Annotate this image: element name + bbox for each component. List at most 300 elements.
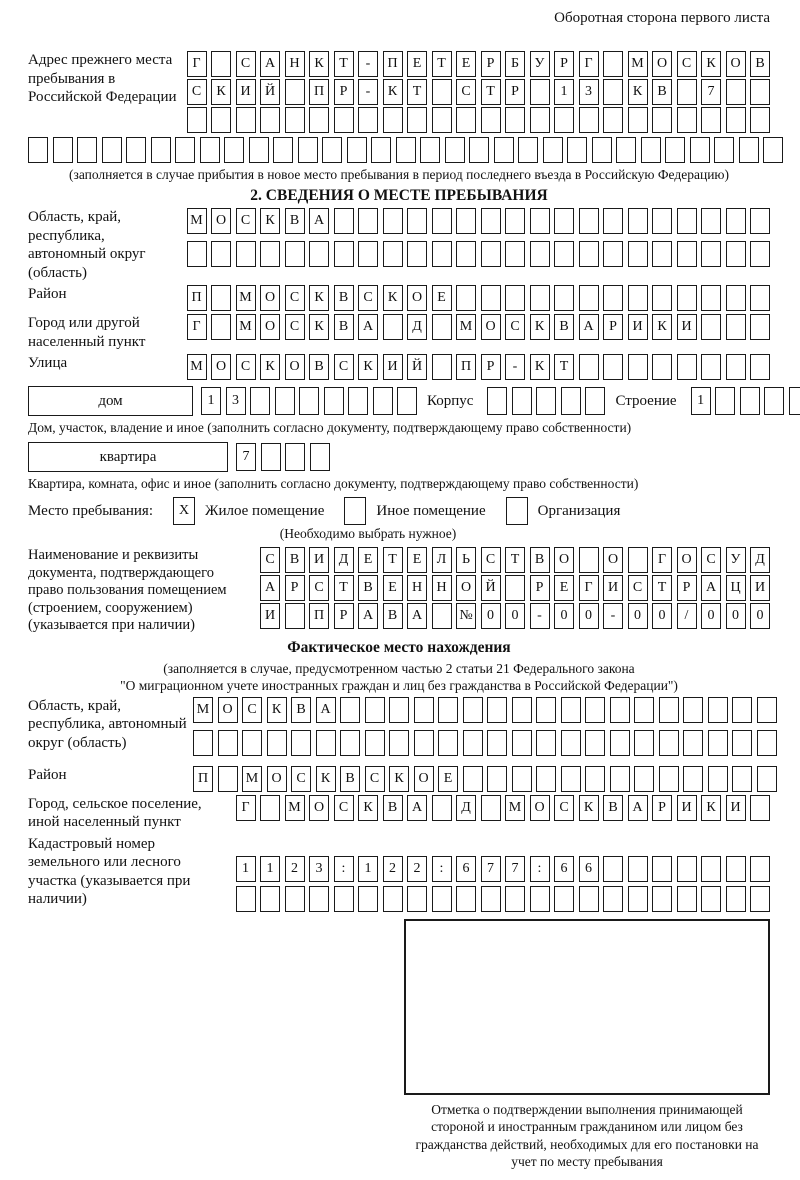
- char-box[interactable]: [701, 241, 721, 267]
- char-box[interactable]: О: [726, 51, 746, 77]
- char-box[interactable]: [757, 697, 777, 723]
- char-box[interactable]: [714, 137, 734, 163]
- char-box[interactable]: Л: [432, 547, 452, 573]
- char-box[interactable]: К: [389, 766, 409, 792]
- char-box[interactable]: [610, 766, 630, 792]
- char-box[interactable]: С: [236, 208, 256, 234]
- char-box[interactable]: [610, 730, 630, 756]
- char-box[interactable]: [260, 241, 280, 267]
- char-box[interactable]: В: [603, 795, 623, 821]
- char-box[interactable]: [310, 443, 330, 471]
- char-box[interactable]: [652, 354, 672, 380]
- char-box[interactable]: И: [726, 795, 746, 821]
- char-box[interactable]: [763, 137, 783, 163]
- char-box[interactable]: И: [677, 314, 697, 340]
- char-box[interactable]: [236, 886, 256, 912]
- char-box[interactable]: Г: [579, 575, 599, 601]
- char-box[interactable]: [175, 137, 195, 163]
- char-box[interactable]: [218, 766, 238, 792]
- char-box[interactable]: Г: [187, 51, 207, 77]
- char-box[interactable]: [187, 107, 207, 133]
- char-box[interactable]: В: [652, 79, 672, 105]
- char-box[interactable]: [28, 137, 48, 163]
- char-box[interactable]: [561, 730, 581, 756]
- char-box[interactable]: [634, 730, 654, 756]
- char-box[interactable]: Й: [481, 575, 501, 601]
- char-box[interactable]: [407, 107, 427, 133]
- char-box[interactable]: К: [579, 795, 599, 821]
- char-box[interactable]: [585, 387, 605, 415]
- char-box[interactable]: О: [218, 697, 238, 723]
- char-box[interactable]: [211, 51, 231, 77]
- char-box[interactable]: [481, 107, 501, 133]
- char-box[interactable]: Д: [750, 547, 770, 573]
- char-box[interactable]: К: [309, 51, 329, 77]
- char-box[interactable]: П: [456, 354, 476, 380]
- char-box[interactable]: С: [334, 354, 354, 380]
- char-box[interactable]: [512, 387, 532, 415]
- char-box[interactable]: А: [358, 603, 378, 629]
- char-box[interactable]: [652, 107, 672, 133]
- char-box[interactable]: [298, 137, 318, 163]
- char-box[interactable]: [603, 285, 623, 311]
- char-box[interactable]: [373, 387, 393, 415]
- char-box[interactable]: К: [701, 51, 721, 77]
- char-box[interactable]: В: [750, 51, 770, 77]
- char-box[interactable]: 3: [309, 856, 329, 882]
- char-box[interactable]: С: [481, 547, 501, 573]
- char-box[interactable]: А: [407, 795, 427, 821]
- char-box[interactable]: [750, 79, 770, 105]
- char-box[interactable]: Е: [438, 766, 458, 792]
- char-box[interactable]: [438, 730, 458, 756]
- char-box[interactable]: 0: [652, 603, 672, 629]
- char-box[interactable]: О: [530, 795, 550, 821]
- char-box[interactable]: [456, 208, 476, 234]
- char-box[interactable]: [585, 697, 605, 723]
- char-box[interactable]: Р: [554, 51, 574, 77]
- char-box[interactable]: [334, 208, 354, 234]
- char-box[interactable]: Р: [677, 575, 697, 601]
- char-box[interactable]: О: [554, 547, 574, 573]
- char-box[interactable]: А: [628, 795, 648, 821]
- char-box[interactable]: [726, 107, 746, 133]
- char-box[interactable]: 3: [579, 79, 599, 105]
- char-box[interactable]: №: [456, 603, 476, 629]
- char-box[interactable]: [665, 137, 685, 163]
- char-box[interactable]: [628, 285, 648, 311]
- char-box[interactable]: [340, 730, 360, 756]
- char-box[interactable]: О: [481, 314, 501, 340]
- char-box[interactable]: [677, 241, 697, 267]
- char-box[interactable]: 0: [505, 603, 525, 629]
- char-box[interactable]: [358, 241, 378, 267]
- char-box[interactable]: [750, 314, 770, 340]
- char-box[interactable]: [77, 137, 97, 163]
- char-box[interactable]: [690, 137, 710, 163]
- char-box[interactable]: [151, 137, 171, 163]
- char-box[interactable]: К: [358, 354, 378, 380]
- char-box[interactable]: [585, 730, 605, 756]
- char-box[interactable]: [432, 79, 452, 105]
- char-box[interactable]: [383, 241, 403, 267]
- char-box[interactable]: [383, 107, 403, 133]
- char-box[interactable]: [432, 107, 452, 133]
- char-box[interactable]: [659, 766, 679, 792]
- char-box[interactable]: [659, 730, 679, 756]
- char-box[interactable]: [224, 137, 244, 163]
- char-box[interactable]: [628, 107, 648, 133]
- char-box[interactable]: К: [701, 795, 721, 821]
- char-box[interactable]: [708, 730, 728, 756]
- char-box[interactable]: [285, 886, 305, 912]
- char-box[interactable]: М: [236, 285, 256, 311]
- char-box[interactable]: А: [701, 575, 721, 601]
- char-box[interactable]: [726, 314, 746, 340]
- char-box[interactable]: [456, 285, 476, 311]
- char-box[interactable]: [505, 575, 525, 601]
- char-box[interactable]: С: [291, 766, 311, 792]
- char-box[interactable]: О: [211, 208, 231, 234]
- char-box[interactable]: [677, 886, 697, 912]
- char-box[interactable]: [273, 137, 293, 163]
- char-box[interactable]: [200, 137, 220, 163]
- char-box[interactable]: К: [260, 354, 280, 380]
- char-box[interactable]: [505, 107, 525, 133]
- char-box[interactable]: [505, 241, 525, 267]
- char-box[interactable]: [358, 107, 378, 133]
- char-box[interactable]: -: [603, 603, 623, 629]
- char-box[interactable]: К: [260, 208, 280, 234]
- char-box[interactable]: [414, 730, 434, 756]
- char-box[interactable]: [603, 107, 623, 133]
- char-box[interactable]: [389, 730, 409, 756]
- char-box[interactable]: [260, 795, 280, 821]
- char-box[interactable]: [530, 107, 550, 133]
- char-box[interactable]: К: [530, 354, 550, 380]
- char-box[interactable]: [603, 354, 623, 380]
- char-box[interactable]: 1: [236, 856, 256, 882]
- char-box[interactable]: Р: [285, 575, 305, 601]
- char-box[interactable]: 2: [407, 856, 427, 882]
- char-box[interactable]: К: [316, 766, 336, 792]
- char-box[interactable]: [365, 697, 385, 723]
- char-box[interactable]: В: [383, 603, 403, 629]
- char-box[interactable]: О: [652, 51, 672, 77]
- char-box[interactable]: И: [236, 79, 256, 105]
- char-box[interactable]: Г: [579, 51, 599, 77]
- char-box[interactable]: [579, 241, 599, 267]
- char-box[interactable]: [530, 79, 550, 105]
- char-box[interactable]: [211, 314, 231, 340]
- char-box[interactable]: П: [309, 79, 329, 105]
- char-box[interactable]: 0: [701, 603, 721, 629]
- char-box[interactable]: [530, 241, 550, 267]
- char-box[interactable]: [456, 886, 476, 912]
- char-box[interactable]: Е: [358, 547, 378, 573]
- char-box[interactable]: 6: [554, 856, 574, 882]
- char-box[interactable]: [358, 886, 378, 912]
- char-box[interactable]: [481, 208, 501, 234]
- char-box[interactable]: А: [579, 314, 599, 340]
- checkbox-residential[interactable]: X: [173, 497, 195, 525]
- char-box[interactable]: В: [309, 354, 329, 380]
- char-box[interactable]: Р: [481, 51, 501, 77]
- char-box[interactable]: [102, 137, 122, 163]
- char-box[interactable]: [561, 766, 581, 792]
- char-box[interactable]: С: [309, 575, 329, 601]
- char-box[interactable]: Е: [383, 575, 403, 601]
- char-box[interactable]: К: [530, 314, 550, 340]
- char-box[interactable]: [487, 697, 507, 723]
- char-box[interactable]: С: [236, 51, 256, 77]
- char-box[interactable]: [432, 314, 452, 340]
- char-box[interactable]: Г: [236, 795, 256, 821]
- char-box[interactable]: [494, 137, 514, 163]
- char-box[interactable]: [641, 137, 661, 163]
- char-box[interactable]: Р: [652, 795, 672, 821]
- char-box[interactable]: О: [267, 766, 287, 792]
- char-box[interactable]: [677, 208, 697, 234]
- char-box[interactable]: [371, 137, 391, 163]
- char-box[interactable]: 0: [750, 603, 770, 629]
- char-box[interactable]: [757, 730, 777, 756]
- char-box[interactable]: П: [193, 766, 213, 792]
- char-box[interactable]: [561, 697, 581, 723]
- char-box[interactable]: [236, 241, 256, 267]
- char-box[interactable]: И: [603, 575, 623, 601]
- char-box[interactable]: [291, 730, 311, 756]
- char-box[interactable]: Р: [334, 603, 354, 629]
- char-box[interactable]: 1: [260, 856, 280, 882]
- char-box[interactable]: [505, 208, 525, 234]
- char-box[interactable]: [652, 208, 672, 234]
- char-box[interactable]: [726, 354, 746, 380]
- char-box[interactable]: [628, 208, 648, 234]
- char-box[interactable]: [592, 137, 612, 163]
- char-box[interactable]: С: [677, 51, 697, 77]
- char-box[interactable]: [432, 208, 452, 234]
- char-box[interactable]: 2: [383, 856, 403, 882]
- char-box[interactable]: [242, 730, 262, 756]
- char-box[interactable]: С: [456, 79, 476, 105]
- char-box[interactable]: О: [414, 766, 434, 792]
- char-box[interactable]: [554, 285, 574, 311]
- char-box[interactable]: М: [187, 354, 207, 380]
- char-box[interactable]: [267, 730, 287, 756]
- char-box[interactable]: [285, 603, 305, 629]
- char-box[interactable]: П: [383, 51, 403, 77]
- char-box[interactable]: [750, 208, 770, 234]
- char-box[interactable]: [211, 107, 231, 133]
- char-box[interactable]: К: [211, 79, 231, 105]
- char-box[interactable]: [260, 107, 280, 133]
- char-box[interactable]: [554, 208, 574, 234]
- char-box[interactable]: Г: [187, 314, 207, 340]
- char-box[interactable]: [250, 387, 270, 415]
- char-box[interactable]: [726, 208, 746, 234]
- char-box[interactable]: 0: [579, 603, 599, 629]
- char-box[interactable]: [652, 241, 672, 267]
- char-box[interactable]: [481, 285, 501, 311]
- char-box[interactable]: В: [334, 285, 354, 311]
- char-box[interactable]: -: [358, 79, 378, 105]
- char-box[interactable]: 1: [554, 79, 574, 105]
- char-box[interactable]: [726, 886, 746, 912]
- char-box[interactable]: [628, 886, 648, 912]
- char-box[interactable]: [407, 241, 427, 267]
- char-box[interactable]: О: [285, 354, 305, 380]
- char-box[interactable]: [567, 137, 587, 163]
- char-box[interactable]: Г: [652, 547, 672, 573]
- char-box[interactable]: С: [554, 795, 574, 821]
- char-box[interactable]: [347, 137, 367, 163]
- char-box[interactable]: [652, 886, 672, 912]
- char-box[interactable]: [610, 697, 630, 723]
- char-box[interactable]: В: [358, 575, 378, 601]
- char-box[interactable]: [383, 208, 403, 234]
- char-box[interactable]: Ь: [456, 547, 476, 573]
- checkbox-organization[interactable]: [506, 497, 528, 525]
- char-box[interactable]: [554, 241, 574, 267]
- char-box[interactable]: [481, 795, 501, 821]
- char-box[interactable]: Д: [334, 547, 354, 573]
- char-box[interactable]: [603, 241, 623, 267]
- char-box[interactable]: [432, 886, 452, 912]
- char-box[interactable]: Е: [456, 51, 476, 77]
- apartment-type-box[interactable]: квартира: [28, 442, 228, 472]
- char-box[interactable]: [299, 387, 319, 415]
- char-box[interactable]: [469, 137, 489, 163]
- char-box[interactable]: [701, 314, 721, 340]
- char-box[interactable]: С: [358, 285, 378, 311]
- char-box[interactable]: 0: [481, 603, 501, 629]
- char-box[interactable]: О: [260, 285, 280, 311]
- char-box[interactable]: О: [677, 547, 697, 573]
- char-box[interactable]: [211, 241, 231, 267]
- char-box[interactable]: М: [505, 795, 525, 821]
- char-box[interactable]: [518, 137, 538, 163]
- char-box[interactable]: [603, 856, 623, 882]
- char-box[interactable]: Т: [481, 79, 501, 105]
- char-box[interactable]: [322, 137, 342, 163]
- char-box[interactable]: [309, 107, 329, 133]
- char-box[interactable]: [757, 766, 777, 792]
- char-box[interactable]: К: [383, 79, 403, 105]
- char-box[interactable]: [505, 285, 525, 311]
- char-box[interactable]: 1: [691, 387, 711, 415]
- char-box[interactable]: [603, 886, 623, 912]
- char-box[interactable]: И: [309, 547, 329, 573]
- char-box[interactable]: 0: [628, 603, 648, 629]
- char-box[interactable]: [536, 730, 556, 756]
- char-box[interactable]: [211, 285, 231, 311]
- char-box[interactable]: [652, 856, 672, 882]
- char-box[interactable]: [389, 697, 409, 723]
- char-box[interactable]: В: [340, 766, 360, 792]
- char-box[interactable]: [445, 137, 465, 163]
- char-box[interactable]: [750, 107, 770, 133]
- char-box[interactable]: 7: [236, 443, 256, 471]
- char-box[interactable]: [750, 354, 770, 380]
- char-box[interactable]: А: [316, 697, 336, 723]
- char-box[interactable]: -: [505, 354, 525, 380]
- char-box[interactable]: [407, 208, 427, 234]
- char-box[interactable]: 6: [456, 856, 476, 882]
- char-box[interactable]: [438, 697, 458, 723]
- char-box[interactable]: М: [193, 697, 213, 723]
- char-box[interactable]: Н: [285, 51, 305, 77]
- char-box[interactable]: М: [285, 795, 305, 821]
- char-box[interactable]: И: [628, 314, 648, 340]
- char-box[interactable]: [652, 285, 672, 311]
- char-box[interactable]: А: [309, 208, 329, 234]
- char-box[interactable]: [396, 137, 416, 163]
- char-box[interactable]: К: [309, 285, 329, 311]
- char-box[interactable]: [603, 51, 623, 77]
- char-box[interactable]: [628, 856, 648, 882]
- char-box[interactable]: [260, 886, 280, 912]
- char-box[interactable]: [764, 387, 784, 415]
- char-box[interactable]: [750, 795, 770, 821]
- char-box[interactable]: Д: [407, 314, 427, 340]
- char-box[interactable]: А: [358, 314, 378, 340]
- char-box[interactable]: [628, 241, 648, 267]
- char-box[interactable]: М: [236, 314, 256, 340]
- char-box[interactable]: [726, 241, 746, 267]
- char-box[interactable]: К: [628, 79, 648, 105]
- char-box[interactable]: Р: [530, 575, 550, 601]
- char-box[interactable]: [628, 547, 648, 573]
- char-box[interactable]: [683, 766, 703, 792]
- char-box[interactable]: С: [260, 547, 280, 573]
- char-box[interactable]: О: [603, 547, 623, 573]
- char-box[interactable]: [732, 766, 752, 792]
- char-box[interactable]: [603, 208, 623, 234]
- char-box[interactable]: [789, 387, 800, 415]
- char-box[interactable]: В: [554, 314, 574, 340]
- checkbox-other-premises[interactable]: [344, 497, 366, 525]
- char-box[interactable]: [53, 137, 73, 163]
- char-box[interactable]: 7: [481, 856, 501, 882]
- char-box[interactable]: Т: [407, 79, 427, 105]
- char-box[interactable]: [285, 241, 305, 267]
- char-box[interactable]: Т: [554, 354, 574, 380]
- char-box[interactable]: :: [530, 856, 550, 882]
- char-box[interactable]: [585, 766, 605, 792]
- char-box[interactable]: [750, 856, 770, 882]
- char-box[interactable]: 2: [285, 856, 305, 882]
- char-box[interactable]: [677, 354, 697, 380]
- char-box[interactable]: [708, 766, 728, 792]
- char-box[interactable]: [432, 603, 452, 629]
- char-box[interactable]: [530, 285, 550, 311]
- char-box[interactable]: Й: [260, 79, 280, 105]
- char-box[interactable]: Т: [652, 575, 672, 601]
- char-box[interactable]: С: [242, 697, 262, 723]
- char-box[interactable]: К: [358, 795, 378, 821]
- char-box[interactable]: [236, 107, 256, 133]
- char-box[interactable]: [659, 697, 679, 723]
- char-box[interactable]: В: [530, 547, 550, 573]
- char-box[interactable]: [487, 730, 507, 756]
- char-box[interactable]: [708, 697, 728, 723]
- char-box[interactable]: Т: [505, 547, 525, 573]
- char-box[interactable]: [677, 107, 697, 133]
- char-box[interactable]: [683, 730, 703, 756]
- char-box[interactable]: К: [383, 285, 403, 311]
- char-box[interactable]: [701, 856, 721, 882]
